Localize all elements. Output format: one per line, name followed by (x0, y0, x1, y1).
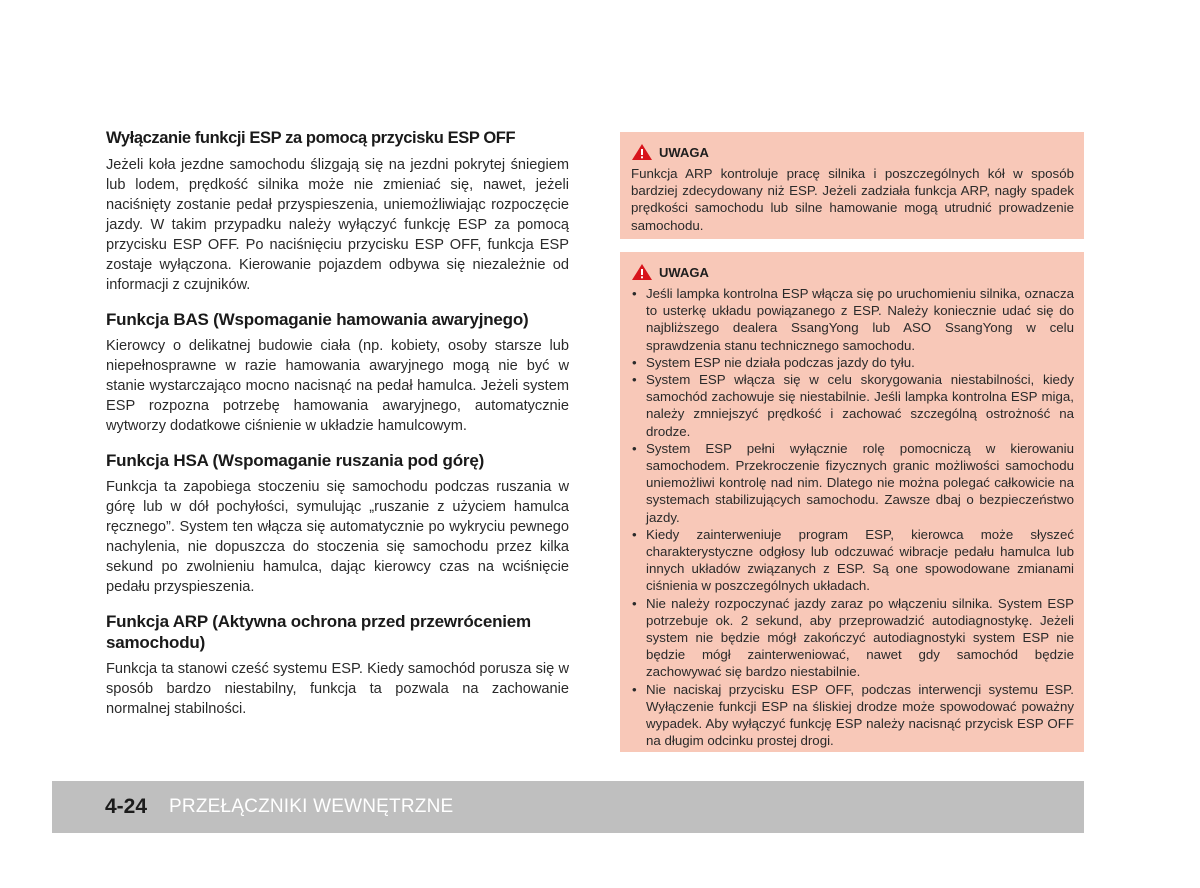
warning-box-arp (620, 132, 1084, 239)
main-text-column (106, 128, 569, 733)
list-item: • Nie naciskaj przycisku ESP OFF, podczas interwencji systemu ESP. Wyłączenie funkcji ESP na śliskiej drodze może spowodować poważny wypadek. Aby wyłączyć funkcję ESP należy nacisnąć przycisk ESP OFF na długim odcinku prostej drogi. (631, 681, 1074, 750)
warning-triangle-icon (631, 143, 653, 161)
section-arp (106, 611, 569, 719)
page-number: 4-24 (105, 795, 148, 818)
section-esp-off (106, 128, 569, 295)
section-body: Funkcja ta stanowi cześć systemu ESP. Kiedy samochód porusza się w sposób bardzo niestabilny, funkcja ta pozwala na zachowanie normalnej stabilności. (106, 661, 569, 717)
list-item: • System ESP pełni wyłącznie rolę pomocniczą w kierowaniu samochodem. Przekroczenie fizycznych granic możliwości samochodu uniemożliwi kontrolę nad nim. Dlatego nie można polegać całkowicie na systemach stabilizujących samochodu. Zawsze dbaj o bezpieczeństwo jazdy. (631, 440, 1074, 526)
warning-triangle-icon (631, 263, 653, 281)
section-body: Funkcja ta zapobiega stoczeniu się samochodu podczas ruszania w górę lub w dół pochyłości, symulując „ruszanie z użyciem hamulca ręcznego”. System ten włącza się automatycznie po wykryciu pewnego nachylenia, nie dopuszcza do stoczenia się samochodu przez kilka sekund po zwolnieniu hamulca, dając kierowcy czas na wciśnięcie pedału przyspieszenia. (106, 479, 569, 595)
section-title: Funkcja BAS (Wspomaganie hamowania awaryjnego) (106, 310, 529, 329)
section-body: Kierowcy o delikatnej budowie ciała (np. kobiety, osoby starsze lub niepełnosprawne w razie hamowania awaryjnego mogą nie być w stanie wystarczająco mocno nacisnąć na pedał hamulca. Jeżeli system ESP rozpozna potrzebę hamowania awaryjnego, automatycznie wytworzy dodatkowe ciśnienie w układzie hamulcowym. (106, 338, 569, 434)
section-title: Wyłączanie funkcji ESP za pomocą przycisku ESP OFF (106, 129, 516, 147)
section-hsa (106, 450, 569, 597)
list-item: • Nie należy rozpoczynać jazdy zaraz po włączeniu silnika. System ESP potrzebuje ok. 2 sekund, aby przeprowadzić autodiagnostykę. Jeżeli system nie będzie mógł zakończyć autodiagnostyki system ESP nie będzie mógł zainterweniować, nawet gdy samochód będzie zachowywać się bardzo niestabilnie. (631, 595, 1074, 681)
warning-box-esp (620, 252, 1084, 752)
warning-list (631, 285, 1074, 749)
list-item: • System ESP nie działa podczas jazdy do tyłu. (631, 354, 1074, 371)
warning-header (631, 142, 1074, 162)
warning-label: UWAGA (659, 264, 709, 280)
warning-header (631, 262, 1074, 282)
list-item: • Jeśli lampka kontrolna ESP włącza się po uruchomieniu silnika, oznacza to usterkę układu powiązanego z ESP. Należy koniecznie udać się do najbliższego dealera SsangYong lub ASO SsangYong w celu sprawdzenia stanu technicznego samochodu. (631, 285, 1074, 354)
section-title: Funkcja ARP (Aktywna ochrona przed przewróceniem samochodu) (106, 612, 531, 652)
chapter-title: PRZEŁĄCZNIKI WEWNĘTRZNE (169, 796, 454, 817)
list-item: • System ESP włącza się w celu skorygowania niestabilności, kiedy samochód zachowuje się niestabilnie. Jeśli lampka kontrolna ESP miga, należy zmniejszyć prędkość i zachować szczególną ostrożność na drodze. (631, 371, 1074, 440)
list-item: • Kiedy zainterweniuje program ESP, kierowca może słyszeć charakterystyczne odgłosy lub odczuwać wibracje pedału hamulca lub innych układów związanych z ESP. Są one spowodowane zmianami ciśnienia w poszczególnych układach. (631, 526, 1074, 595)
section-title: Funkcja HSA (Wspomaganie ruszania pod górę) (106, 451, 485, 470)
warning-label: UWAGA (659, 144, 709, 160)
section-body: Jeżeli koła jezdne samochodu ślizgają się na jezdni pokrytej śniegiem lub lodem, prędkość silnika może nie zmieniać się, nawet, jeżeli naciśnięty zostanie pedał przyspieszenia, uniemożliwiając rozpoczęcie jazdy. W takim przypadku należy wyłączyć funkcję ESP za pomocą przycisku ESP OFF. Po naciśnięciu przycisku ESP OFF, funkcja ESP zostaje wyłączona. Kierowanie pojazdem odbywa się niezależnie od informacji z czujników. (106, 157, 569, 293)
page-footer (52, 781, 1084, 833)
warning-text: Funkcja ARP kontroluje pracę silnika i poszczególnych kół w sposób bardziej zdecydowany niż ESP. Jeżeli zadziała funkcja ARP, nagły spadek prędkości samochodu lub silne hamowanie mogą utrudnić prowadzenie samochodu. (631, 166, 1074, 233)
section-bas (106, 309, 569, 436)
